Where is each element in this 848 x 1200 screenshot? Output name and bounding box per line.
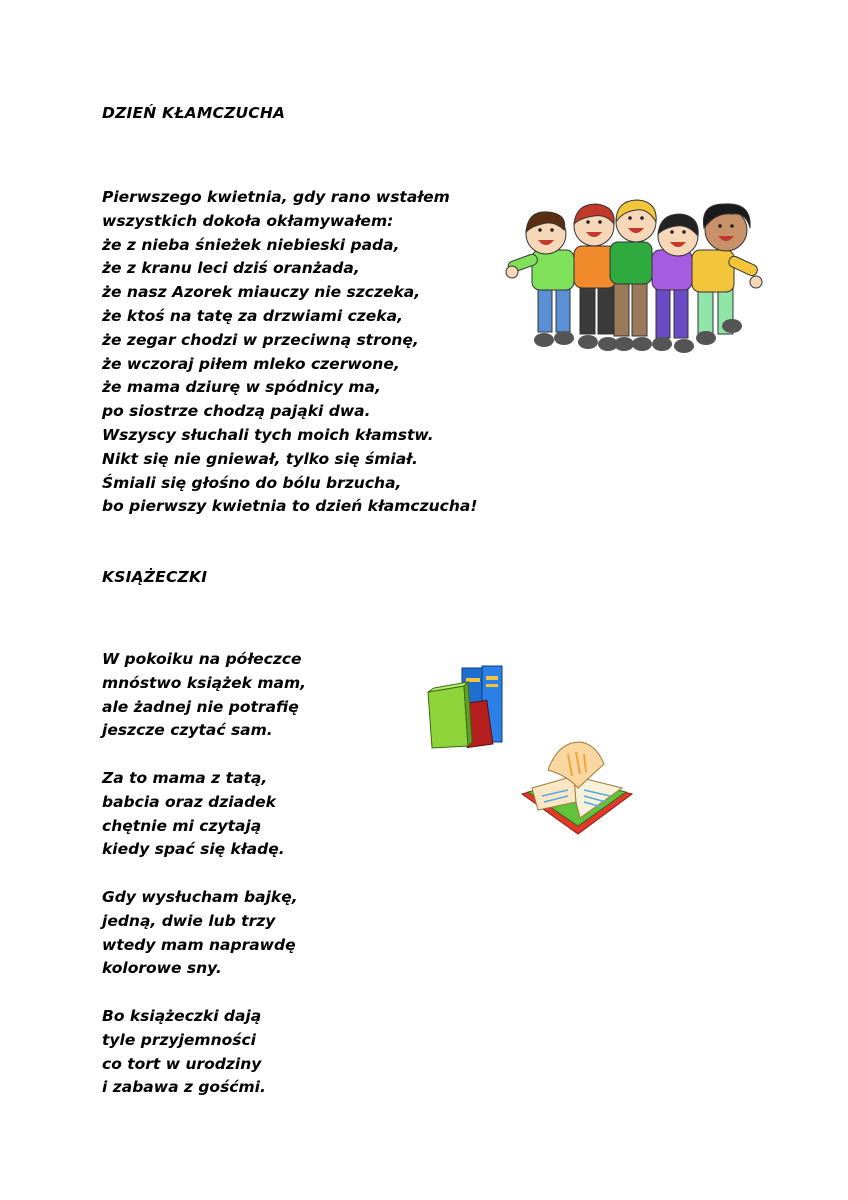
poem2-stanza-4	[102, 1005, 266, 1100]
poem-line: kolorowe sny.	[102, 959, 222, 978]
poem-line: jeszcze czytać sam.	[102, 721, 273, 740]
poem2-stanza-2	[102, 767, 285, 862]
poem-line: że ktoś na tatę za drzwiami czeka,	[102, 306, 403, 325]
poem-line: wszystkich dokoła okłamywałem:	[102, 211, 394, 230]
poem1-title: DZIEŃ KŁAMCZUCHA	[102, 104, 286, 122]
poem-line: że z kranu leci dziś oranżada,	[102, 259, 360, 278]
poem-line: że mama dziurę w spódnicy ma,	[102, 378, 381, 397]
poem-line: że wczoraj piłem mleko czerwone,	[102, 354, 400, 373]
poem1-body	[102, 186, 477, 519]
poem-line: mnóstwo książek mam,	[102, 673, 307, 692]
poem-line: tyle przyjemności	[102, 1030, 256, 1049]
poem2-title: KSIĄŻECZKI	[102, 568, 208, 586]
poem-line: babcia oraz dziadek	[102, 792, 276, 811]
poem-line: chętnie mi czytają	[102, 816, 262, 835]
poem-line: Śmiali się głośno do bólu brzucha,	[102, 473, 402, 492]
poem-line: Za to mama z tatą,	[102, 769, 268, 787]
poem-line: że nasz Azorek miauczy nie szczeka,	[102, 283, 421, 302]
poem-line: Gdy wysłucham bajkę,	[102, 888, 298, 906]
children-group-illustration	[502, 198, 767, 356]
poem-line: że z nieba śnieżek niebieski pada,	[102, 235, 400, 254]
poem-line: co tort w urodziny	[102, 1054, 262, 1073]
poem2-stanza-1	[102, 648, 306, 743]
poem-line: Bo książeczki dają	[102, 1007, 262, 1025]
poem-line: Pierwszego kwietnia, gdy rano wstałem	[102, 188, 450, 206]
poem-line: wtedy mam naprawdę	[102, 935, 296, 954]
poem-line: Wszyscy słuchali tych moich kłamstw.	[102, 425, 434, 444]
poem-line: jedną, dwie lub trzy	[102, 911, 276, 930]
open-book-illustration	[518, 740, 636, 838]
poem-line: ale żadnej nie potrafię	[102, 697, 299, 716]
poem-line: bo pierwszy kwietnia to dzień kłamczucha!	[102, 497, 478, 516]
poem-line: i zabawa z gośćmi.	[102, 1078, 266, 1097]
poem-line: kiedy spać się kładę.	[102, 840, 285, 859]
poem-line: W pokoiku na półeczce	[102, 650, 302, 668]
poem-line: po siostrze chodzą pająki dwa.	[102, 402, 371, 421]
books-stack-illustration	[424, 662, 524, 752]
poem-line: że zegar chodzi w przeciwną stronę,	[102, 330, 419, 349]
poem2-stanza-3	[102, 886, 298, 981]
poem-line: Nikt się nie gniewał, tylko się śmiał.	[102, 449, 418, 468]
